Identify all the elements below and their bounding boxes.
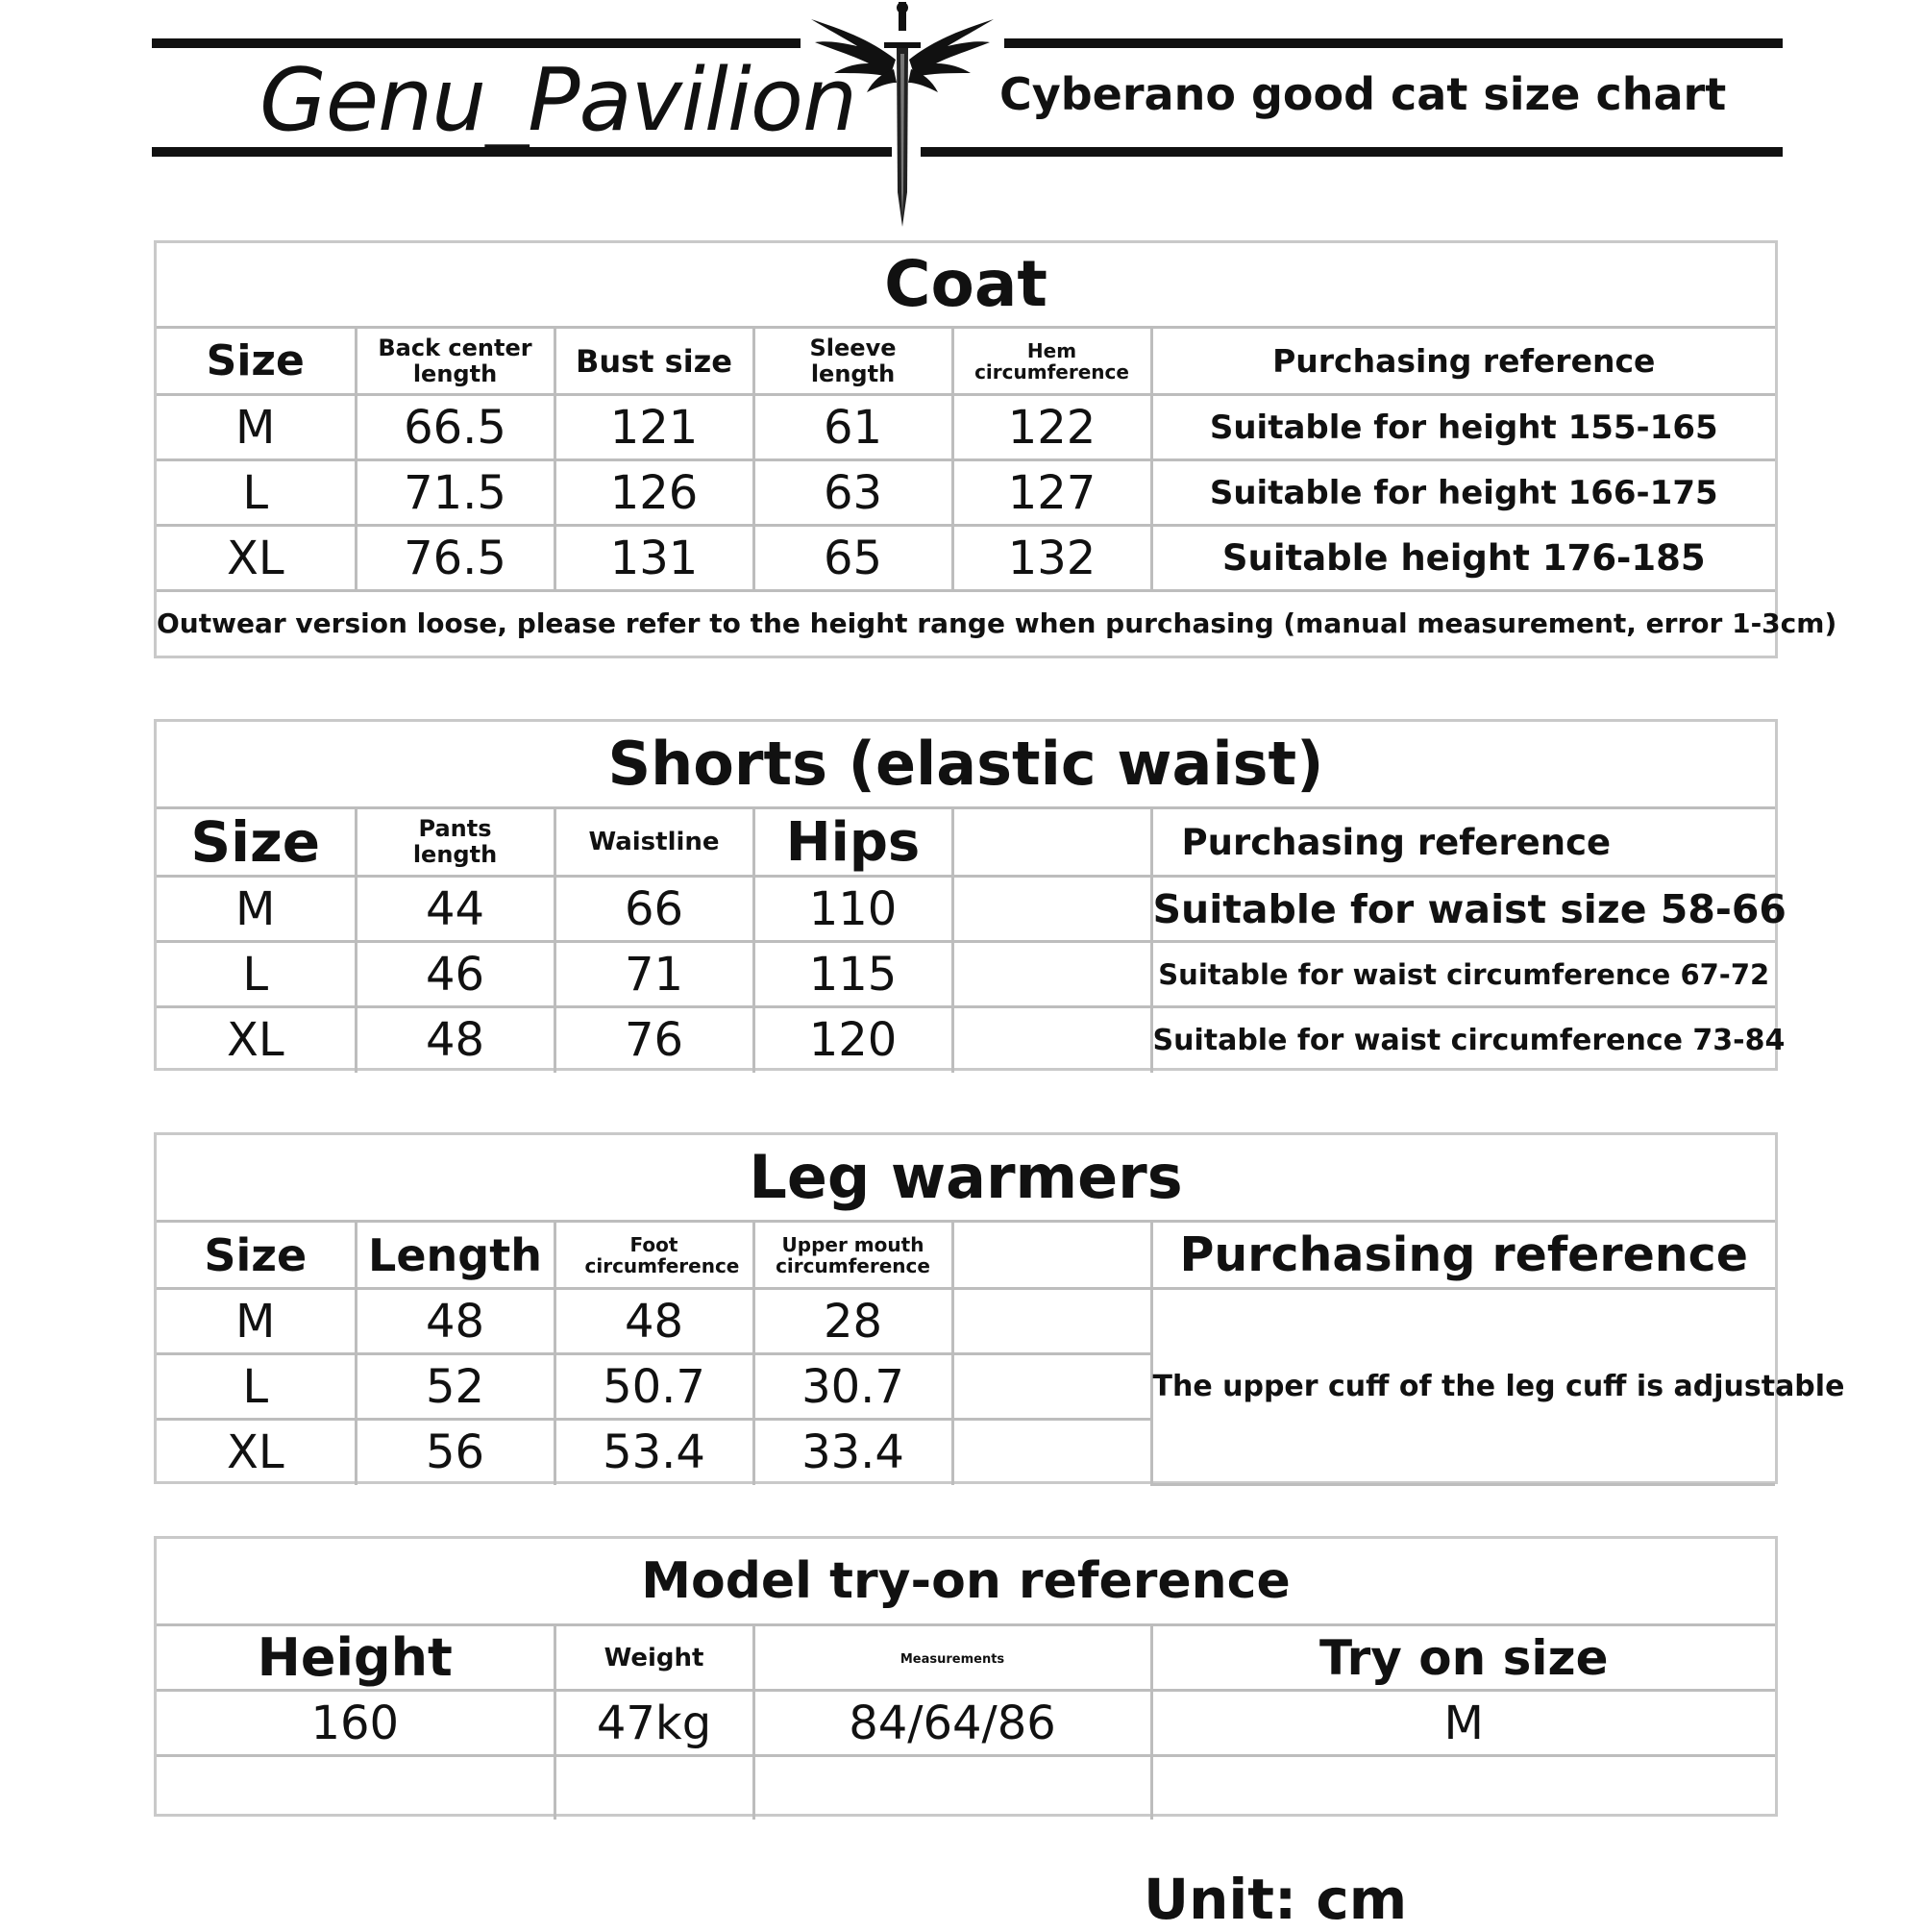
shorts-reference: Suitable for waist size 58-66: [1151, 877, 1775, 942]
coat-cell: 66.5: [356, 395, 554, 460]
leg-warmers-cell: 48: [356, 1289, 554, 1354]
coat-row-l: [157, 460, 1775, 526]
header-top-rule-right: [1004, 38, 1783, 48]
model-row: [157, 1691, 1775, 1756]
leg-warmers-cell: [952, 1289, 1151, 1354]
model-header-try-on-size: Try on size: [1151, 1625, 1775, 1691]
leg-warmers-cell: M: [157, 1289, 356, 1354]
leg-warmers-grid: [157, 1220, 1845, 1486]
model-measurements: 84/64/86: [753, 1691, 1151, 1756]
shorts-title: Shorts (elastic waist): [607, 729, 1324, 799]
model-weight: 47kg: [554, 1691, 753, 1756]
coat-grid: [157, 326, 1837, 655]
leg-warmers-header-purchasing-reference: Purchasing reference: [1151, 1222, 1775, 1289]
coat-cell: 127: [952, 460, 1151, 526]
model-header-measurements: Measurements: [753, 1625, 1151, 1691]
leg-warmers-cell: XL: [157, 1420, 356, 1485]
coat-cell: L: [157, 460, 356, 526]
model-height: 160: [157, 1691, 554, 1756]
shorts-cell: 71: [554, 942, 753, 1007]
shorts-grid: [157, 806, 1786, 1073]
leg-warmers-header-upper-mouth-circumference: Upper mouth circumference: [753, 1222, 952, 1289]
leg-warmers-cell: 30.7: [753, 1354, 952, 1420]
shorts-cell: 44: [356, 877, 554, 942]
leg-warmers-cell: 53.4: [554, 1420, 753, 1485]
model-header-row: [157, 1625, 1775, 1691]
shorts-table: [154, 719, 1786, 1071]
winged-sword-emblem-icon: [801, 0, 1003, 231]
coat-header-back-center-length: Back center length: [356, 328, 554, 395]
coat-row-xl: [157, 526, 1775, 591]
shorts-cell: [952, 1007, 1151, 1073]
header-bottom-rule-right: [921, 147, 1783, 157]
coat-cell: 126: [554, 460, 753, 526]
model-try-on-title: Model try-on reference: [641, 1552, 1291, 1610]
header-top-rule-left: [152, 38, 801, 48]
leg-warmers-cell: 56: [356, 1420, 554, 1485]
leg-warmers-cell: 50.7: [554, 1354, 753, 1420]
shorts-reference: Suitable for waist circumference 67-72: [1151, 942, 1775, 1007]
leg-warmers-table: [154, 1132, 1845, 1484]
leg-warmers-cell: 33.4: [753, 1420, 952, 1485]
coat-header-row: [157, 328, 1775, 395]
coat-cell: XL: [157, 526, 356, 591]
coat-cell: M: [157, 395, 356, 460]
leg-warmers-cell: 52: [356, 1354, 554, 1420]
model-cell-empty: [1151, 1756, 1775, 1820]
coat-cell: 132: [952, 526, 1151, 591]
coat-table: [154, 240, 1837, 658]
coat-reference: Suitable for height 166-175: [1151, 460, 1775, 526]
coat-header-size: Size: [157, 328, 356, 395]
leg-warmers-cell: [952, 1354, 1151, 1420]
coat-cell: 76.5: [356, 526, 554, 591]
shorts-row-m: [157, 877, 1775, 942]
leg-warmers-cell: 48: [554, 1289, 753, 1354]
coat-cell: 122: [952, 395, 1151, 460]
model-cell-empty: [554, 1756, 753, 1820]
leg-warmers-reference-note: The upper cuff of the leg cuff is adjustable: [1151, 1289, 1775, 1485]
shorts-header-empty: [952, 808, 1151, 877]
unit-label: Unit: cm: [1144, 1867, 1408, 1932]
shorts-header-purchasing-reference: Purchasing reference: [1151, 808, 1775, 877]
model-try-on-size: M: [1151, 1691, 1775, 1756]
shorts-cell: 115: [753, 942, 952, 1007]
brand-logo-text: Genu_Pavilion: [259, 50, 856, 151]
coat-cell: 65: [753, 526, 952, 591]
shorts-cell: 66: [554, 877, 753, 942]
coat-reference: Suitable for height 155-165: [1151, 395, 1775, 460]
shorts-cell: 110: [753, 877, 952, 942]
coat-title: Coat: [884, 247, 1047, 321]
leg-warmers-header-size: Size: [157, 1222, 356, 1289]
shorts-header-size: Size: [157, 808, 356, 877]
leg-warmers-header-row: [157, 1222, 1775, 1289]
shorts-cell: L: [157, 942, 356, 1007]
coat-header-sleeve-length: Sleeve length: [753, 328, 952, 395]
model-header-weight: Weight: [554, 1625, 753, 1691]
model-try-on-table: [154, 1536, 1778, 1817]
shorts-cell: 76: [554, 1007, 753, 1073]
leg-warmers-header-foot-circumference: Foot circumference: [554, 1222, 753, 1289]
coat-note-row: [157, 591, 1775, 655]
size-chart-title: Cyberano good cat size chart: [999, 68, 1727, 120]
leg-warmers-title: Leg warmers: [749, 1142, 1183, 1212]
shorts-cell: XL: [157, 1007, 356, 1073]
shorts-cell: M: [157, 877, 356, 942]
leg-warmers-cell: L: [157, 1354, 356, 1420]
shorts-header-row: [157, 808, 1775, 877]
coat-row-m: [157, 395, 1775, 460]
leg-warmers-cell: 28: [753, 1289, 952, 1354]
leg-warmers-header-empty: [952, 1222, 1151, 1289]
leg-warmers-row-m: [157, 1289, 1775, 1354]
shorts-header-pants-length: Pants length: [356, 808, 554, 877]
shorts-header-hips: Hips: [753, 808, 952, 877]
model-cell-empty: [157, 1756, 554, 1820]
shorts-cell: [952, 942, 1151, 1007]
coat-cell: 61: [753, 395, 952, 460]
coat-header-bust-size: Bust size: [554, 328, 753, 395]
model-try-on-grid: [157, 1623, 1775, 1820]
shorts-header-waistline: Waistline: [554, 808, 753, 877]
shorts-cell: 46: [356, 942, 554, 1007]
shorts-row-xl: [157, 1007, 1775, 1073]
coat-cell: 63: [753, 460, 952, 526]
leg-warmers-header-length: Length: [356, 1222, 554, 1289]
shorts-row-l: [157, 942, 1775, 1007]
model-row-empty: [157, 1756, 1775, 1820]
coat-cell: 71.5: [356, 460, 554, 526]
coat-header-hem-circumference: Hem circumference: [952, 328, 1151, 395]
shorts-reference: Suitable for waist circumference 73-84: [1151, 1007, 1775, 1073]
model-cell-empty: [753, 1756, 1151, 1820]
coat-cell: 121: [554, 395, 753, 460]
coat-note: Outwear version loose, please refer to the height range when purchasing (manual measurement, error 1-3cm): [157, 591, 1775, 655]
model-header-height: Height: [157, 1625, 554, 1691]
shorts-cell: [952, 877, 1151, 942]
coat-header-purchasing-reference: Purchasing reference: [1151, 328, 1775, 395]
shorts-cell: 120: [753, 1007, 952, 1073]
shorts-cell: 48: [356, 1007, 554, 1073]
coat-cell: 131: [554, 526, 753, 591]
coat-reference: Suitable height 176-185: [1151, 526, 1775, 591]
leg-warmers-cell: [952, 1420, 1151, 1485]
